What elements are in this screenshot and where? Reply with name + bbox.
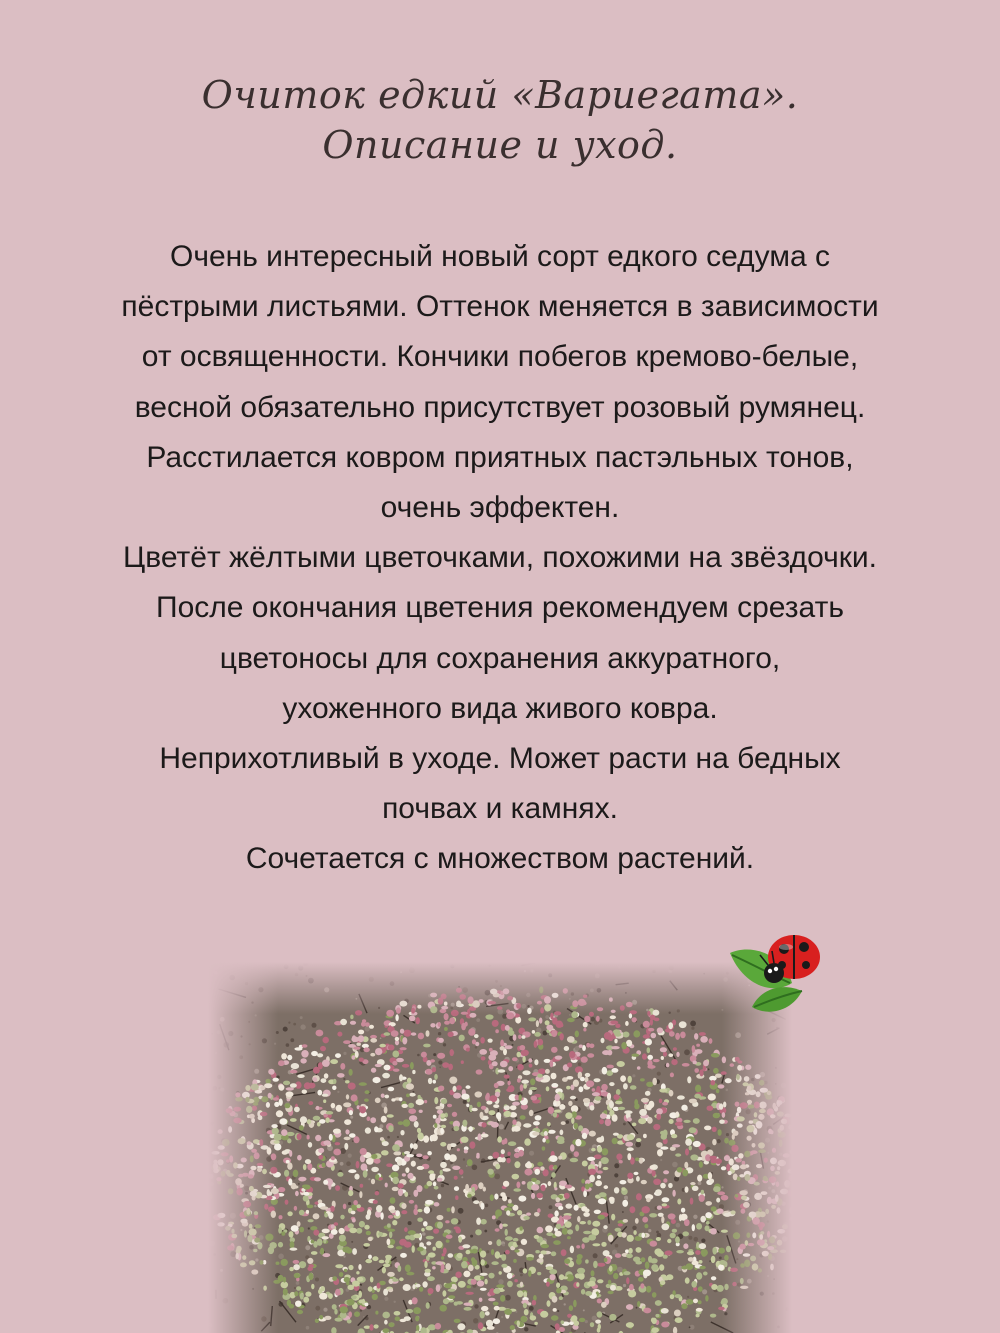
description-line: Неприхотливый в уходе. Может расти на бедных bbox=[159, 742, 841, 776]
title-line-1: Очиток едкий «Вариегата». bbox=[201, 73, 799, 117]
plant-photo-image bbox=[208, 962, 792, 1333]
title-line-2: Описание и уход. bbox=[322, 123, 678, 167]
sedum-plant-photo bbox=[208, 962, 792, 1333]
page-title bbox=[0, 70, 1000, 170]
ladybug-leaf-logo bbox=[722, 925, 832, 1025]
description-line: почвах и камнях. bbox=[382, 792, 618, 826]
description-line: Расстилается ковром приятных пастэльных тонов, bbox=[146, 440, 854, 474]
description-line: очень эффектен. bbox=[380, 491, 620, 525]
description-line: цветоносы для сохранения аккуратного, bbox=[219, 641, 781, 675]
description-line: Цветёт жёлтыми цветочками, похожими на звёздочки. bbox=[123, 541, 877, 575]
description-line: Сочетается с множеством растений. bbox=[245, 842, 755, 876]
description-line: Очень интересный новый сорт едкого седума с bbox=[170, 240, 830, 273]
description-line: пёстрыми листьями. Оттенок меняется в зависимости bbox=[121, 290, 879, 324]
description-text bbox=[0, 232, 1000, 885]
description-line: После окончания цветения рекомендуем срезать bbox=[156, 591, 844, 625]
description-line: ухоженного вида живого ковра. bbox=[282, 691, 718, 725]
description-line: от освященности. Кончики побегов кремово-белые, bbox=[141, 340, 859, 374]
description-line: весной обязательно присутствует розовый румянец. bbox=[134, 390, 866, 424]
